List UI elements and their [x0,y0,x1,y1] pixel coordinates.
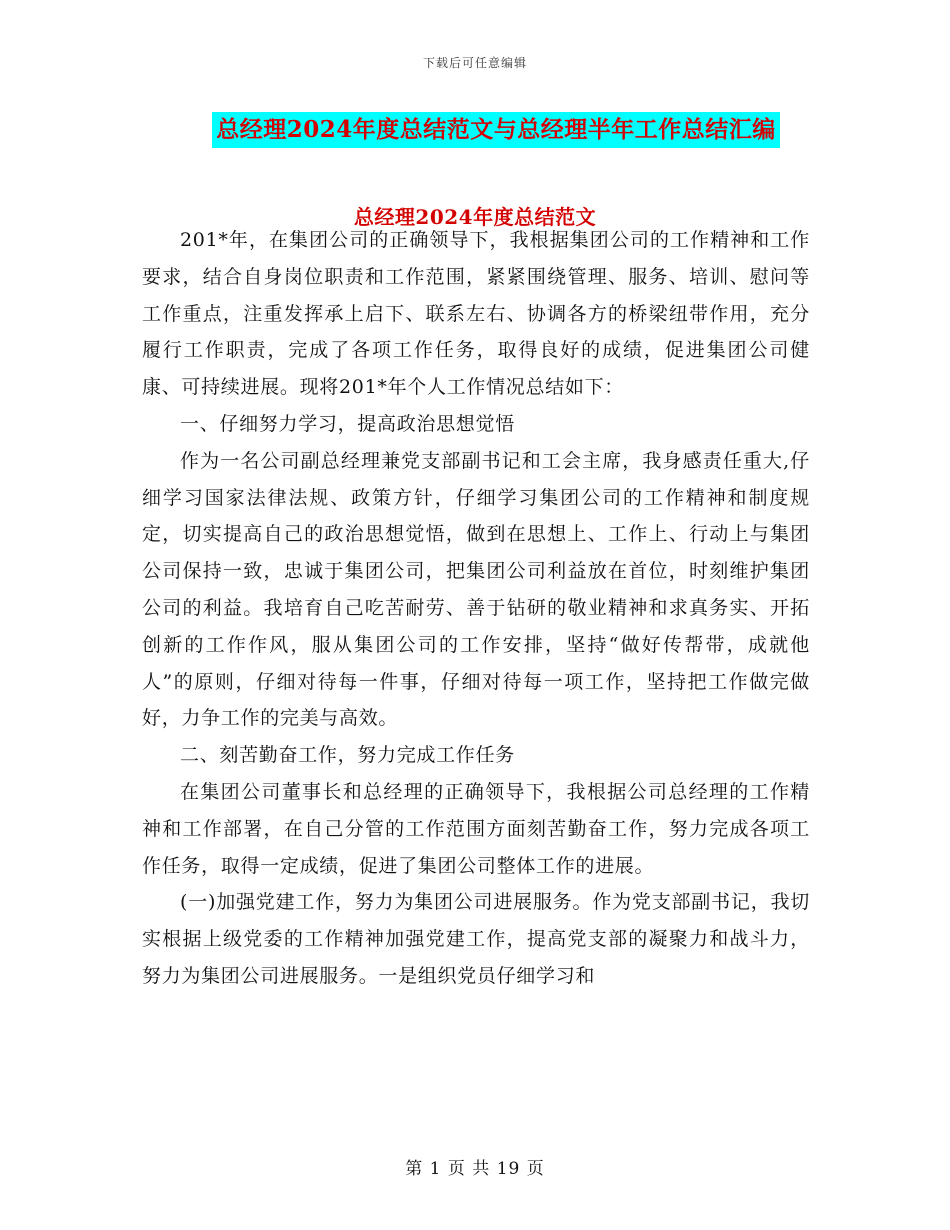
paragraph-intro: 201*年，在集团公司的正确领导下，我根据集团公司的工作精神和工作要求，结合自身岗位职责和工作范围，紧紧围绕管理、服务、培训、慰问等工作重点，注重发挥承上启下、联系左右、协调各方的桥梁纽带作用，充分履行工作职责，完成了各项工作任务，取得良好的成绩，促进集团公司健康、可持续进展。现将201*年个人工作情况总结如下： [142,229,810,399]
total-pages-number: 19 [496,1159,521,1179]
paragraph-party-building: (一)加强党建工作，努力为集团公司进展服务。作为党支部副书记，我切实根据上级党委的工作精神加强党建工作，提高党支部的凝聚力和战斗力，努力为集团公司进展服务。一是组织党员仔细学习和 [142,891,810,987]
current-page-number: 1 [429,1159,442,1179]
heading-work: 二、刻苦勤奋工作，努力完成工作任务 [180,744,515,767]
page-label-suffix: 页 [526,1159,545,1179]
main-title-container [0,112,950,148]
document-body [142,222,810,995]
section-title: 总经理2024年度总结范文 [353,205,597,229]
page-label-prefix: 第 [405,1159,424,1179]
download-note: 下载后可任意编辑 [422,56,527,70]
heading-study: 一、仔细努力学习，提高政治思想觉悟 [180,412,515,435]
page-number-footer [0,1154,950,1179]
total-label: 共 [472,1159,491,1179]
main-title: 总经理2024年度总结范文与总经理半年工作总结汇编 [212,112,780,148]
page-label-mid: 页 [447,1159,466,1179]
paragraph-study: 作为一名公司副总经理兼党支部副书记和工会主席，我身感责任重大,仔细学习国家法律法规、政策方针，仔细学习集团公司的工作精神和制度规定，切实提高自己的政治思想觉悟，做到在思想上、工作上、行动上与集团公司保持一致，忠诚于集团公司，把集团公司利益放在首位，时刻维护集团公司的利益。我培育自己吃苦耐劳、善于钻研的敬业精神和求真务实、开拓创新的工作作风，服从集团公司的工作安排，坚持“做好传帮带，成就他人”的原则，仔细对待每一件事，仔细对待每一项工作，坚持把工作做完做好，力争工作的完美与高效。 [142,449,810,730]
paragraph-work: 在集团公司董事长和总经理的正确领导下，我根据公司总经理的工作精神和工作部署，在自己分管的工作范围方面刻苦勤奋工作，努力完成各项工作任务，取得一定成绩，促进了集团公司整体工作的进展。 [142,780,810,877]
